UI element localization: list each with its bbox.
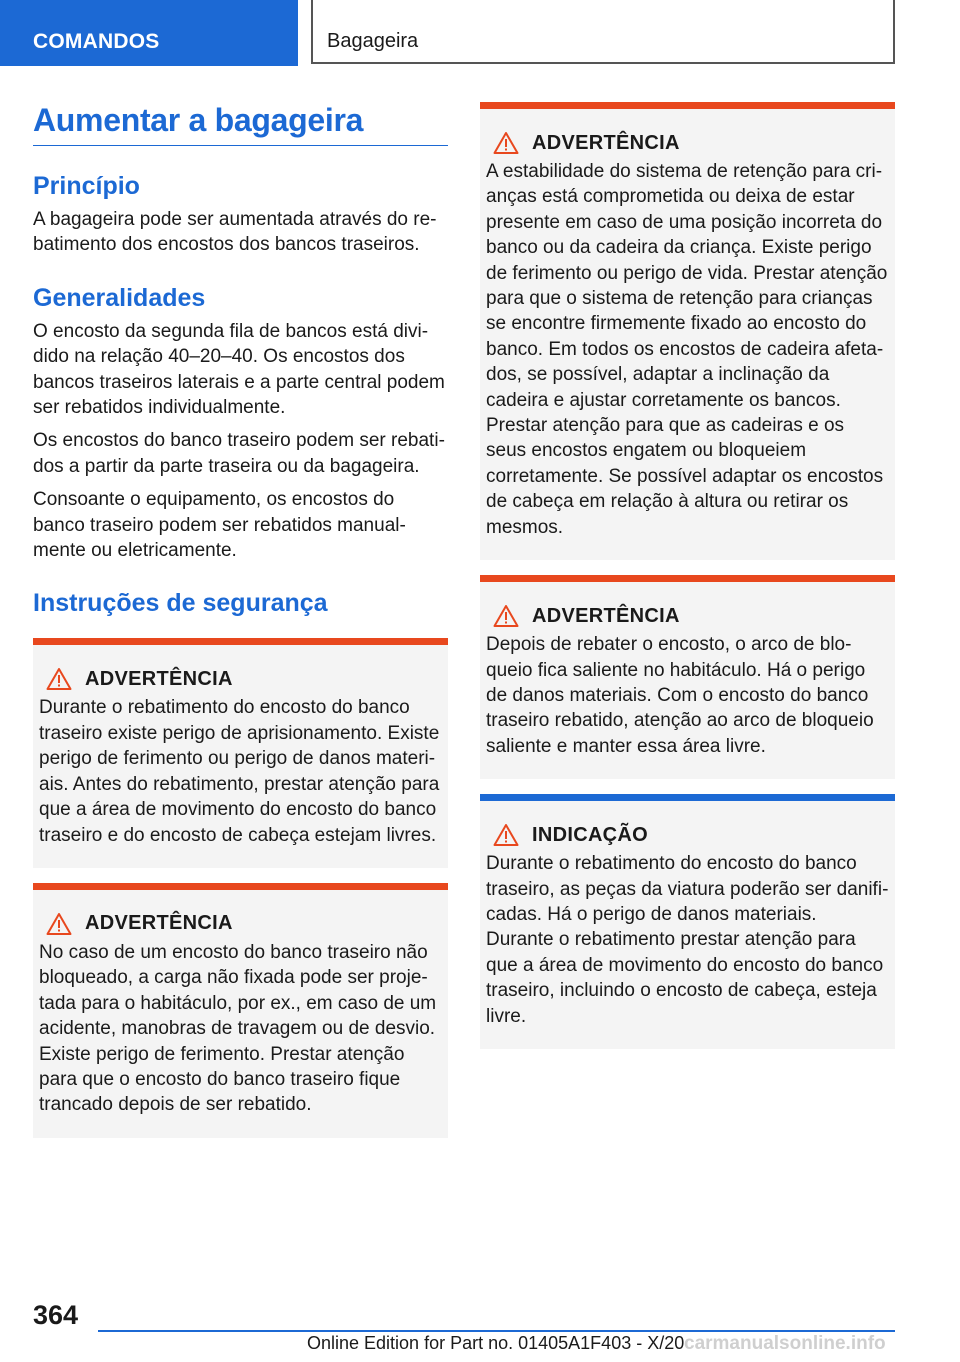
notice-box — [480, 794, 895, 1049]
warning-box-3 — [480, 102, 895, 560]
warning-title: ADVERTÊNCIA — [532, 604, 680, 627]
warning-title: ADVERTÊNCIA — [85, 667, 233, 690]
header-section-tab — [0, 0, 298, 66]
warning-triangle-icon — [46, 912, 72, 936]
page-title: Aumentar a bagageira — [33, 102, 448, 146]
warning-text: Depois de rebater o encosto, o arco de bloqueio fica saliente no habitáculo. Há o perigo de danos materiais. Com o encosto do banco traseiro rebatido, atenção ao arco de bloqueio saliente e manter essa área livre. — [486, 634, 874, 757]
warning-title: ADVERTÊNCIA — [532, 131, 680, 154]
warning-text: Durante o rebatimento do encosto do banco traseiro existe perigo de aprisionamento. Existe perigo de ferimento ou perigo de danos materiais. Antes do rebatimento, prestar atenção para que a área de movimento do encosto do banco traseiro e do encosto de cabeça estejam livres. — [39, 697, 440, 846]
footer-divider — [98, 1330, 895, 1332]
generalidades-p2: Os encostos do banco traseiro podem ser rebatidos a partir da parte traseira ou da bagageira. — [33, 430, 445, 477]
warning-triangle-icon — [46, 667, 72, 691]
principio-text: A bagageira pode ser aumentada através do rebatimento dos encostos dos bancos traseiros. — [33, 209, 437, 256]
header-section-label: COMANDOS — [33, 30, 160, 53]
right-column — [480, 102, 895, 1064]
warning-box-1 — [33, 638, 448, 867]
warning-text: No caso de um encosto do banco traseiro não bloqueado, a carga não fixada pode ser projetada para o habitáculo, por ex., em caso de um acidente, manobras de travagem ou de desvio. Existe perigo de ferimento. Prestar atenção para que o encosto do banco traseiro fique trancado depois de ser rebatido. — [39, 941, 437, 1116]
notice-text: Durante o rebatimento do encosto do banco traseiro, as peças da viatura poderão ser danificadas. Há o perigo de danos materiais. Durante o rebatimento prestar atenção para que a área de movimento do encosto do banco traseiro, incluindo o encosto de cabeça, esteja livre. — [486, 853, 889, 1027]
heading-principio: Princípio — [33, 172, 140, 200]
notice-title: INDICAÇÃO — [532, 823, 649, 846]
warning-box-2 — [33, 883, 448, 1138]
heading-generalidades: Generalidades — [33, 283, 206, 312]
heading-seguranca: Instruções de segurança — [33, 589, 328, 618]
header-chapter-tab — [311, 0, 895, 64]
page-number: 364 — [33, 1300, 79, 1330]
warning-title: ADVERTÊNCIA — [85, 912, 233, 935]
generalidades-p1: O encosto da segunda fila de bancos está dividido na relação 40–20–40. Os encostos dos bancos traseiros laterais e a parte central podem ser rebatidos individualmente. — [33, 320, 445, 419]
warning-box-4 — [480, 575, 895, 779]
warning-text: A estabilidade do sistema de retenção para crianças está comprometida ou deixa de estar presente em caso de uma posição incorreta do banco ou da cadeira da criança. Existe perigo de ferimento ou perigo de vida. Prestar atenção para que o sistema de retenção para crianças se encontre firmemente fixado ao encosto do banco. Em todos os encostos de cadeira afetados, se possível, adaptar a inclinação da cadeira e ajustar corretamente os bancos. Prestar atenção para que as cadeiras e os seus encostos engatem ou bloqueiem corretamente. Se possível adaptar os encostos de cabeça em relação à altura ou retirar os mesmos. — [486, 161, 888, 538]
watermark: carmanualsonline.info — [684, 1333, 886, 1354]
notice-triangle-icon — [493, 823, 519, 847]
left-column — [33, 102, 448, 1153]
warning-triangle-icon — [493, 604, 519, 628]
footer-edition: Online Edition for Part no. 01405A1F403 - X/20 — [307, 1333, 685, 1353]
header-chapter-label: Bagageira — [327, 30, 419, 52]
generalidades-p3: Consoante o equipamento, os encostos do banco traseiro podem ser rebatidos manualmente ou eletricamente. — [33, 489, 406, 562]
warning-triangle-icon — [493, 131, 519, 155]
